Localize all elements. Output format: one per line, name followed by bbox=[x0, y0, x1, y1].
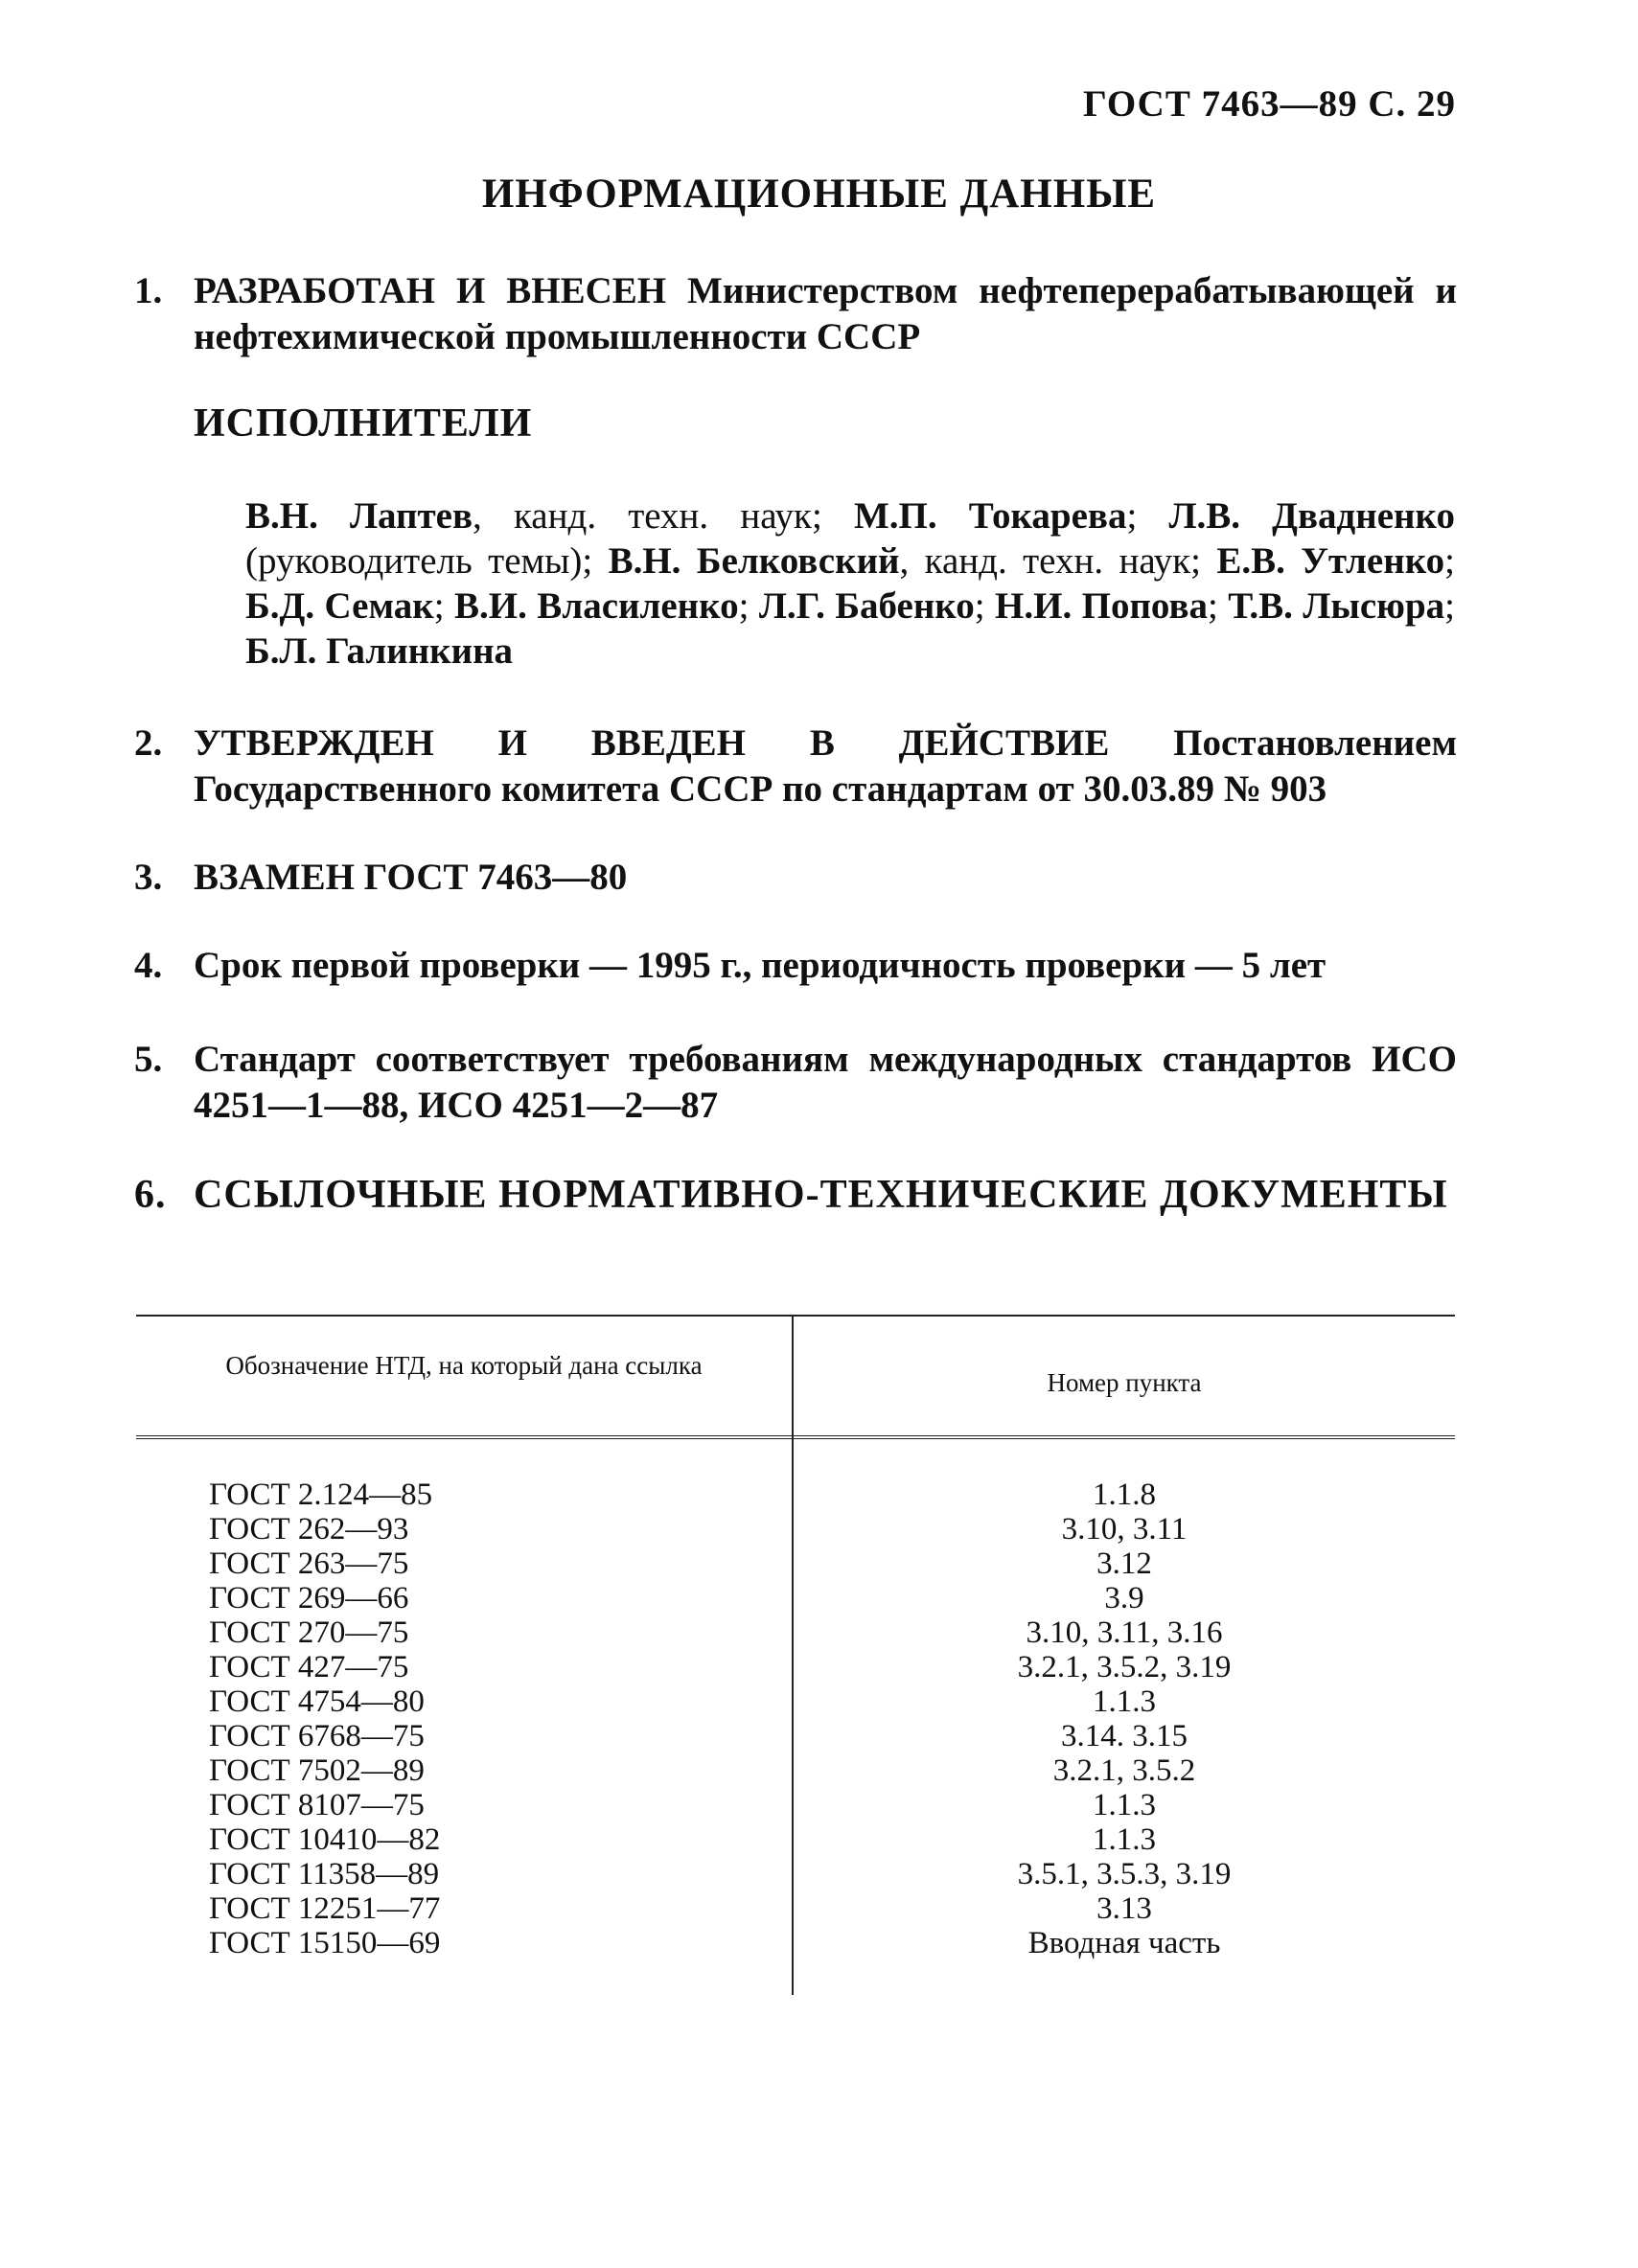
table-cell-doc: ГОСТ 262—93 bbox=[209, 1512, 409, 1546]
executor-role: ; bbox=[1444, 585, 1455, 627]
executor-role: , канд. техн. наук; bbox=[899, 540, 1217, 582]
item-text bbox=[194, 1171, 1457, 1219]
table-cell-clause: 3.2.1, 3.5.2 bbox=[1052, 1753, 1196, 1788]
table-cell-clause: 3.9 bbox=[1104, 1581, 1144, 1615]
table-header-clause: Номер пункта bbox=[1047, 1368, 1202, 1397]
table-cell-clause: 3.12 bbox=[1096, 1546, 1152, 1581]
table-cell-clause: 3.10, 3.11, 3.16 bbox=[1026, 1615, 1223, 1650]
executor-name: В.Н. Лаптев bbox=[245, 495, 473, 537]
item-lead: ВЗАМЕН ГОСТ 7463—80 bbox=[194, 857, 628, 898]
table-body bbox=[136, 1478, 1455, 1960]
table-cell-doc: ГОСТ 2.124—85 bbox=[209, 1478, 433, 1512]
item-number: 3. bbox=[134, 857, 163, 898]
table-row bbox=[136, 1857, 1455, 1891]
table-row bbox=[136, 1788, 1455, 1822]
executor-name: Б.Д. Семак bbox=[245, 585, 434, 627]
executor-name: Л.В. Двадненко bbox=[1168, 495, 1455, 537]
item-text bbox=[194, 855, 1457, 901]
table-row bbox=[136, 1615, 1455, 1650]
executors-heading: ИСПОЛНИТЕЛИ bbox=[194, 401, 533, 446]
table-row bbox=[136, 1753, 1455, 1788]
table-row bbox=[136, 1512, 1455, 1546]
table-cell-clause: 1.1.3 bbox=[1093, 1822, 1156, 1857]
table-row bbox=[136, 1684, 1455, 1719]
table-cell-clause: 3.10, 3.11 bbox=[1061, 1512, 1188, 1546]
table-cell-clause: Вводная часть bbox=[1027, 1926, 1221, 1960]
item-body: Постановлением Государственного комитета СССР по стандартам от 30.03.89 № 903 bbox=[194, 722, 1458, 810]
item-body: Срок первой проверки — 1995 г., периодичность проверки — 5 лет bbox=[194, 945, 1327, 986]
executor-role: (руководитель темы); bbox=[245, 540, 609, 582]
table-cell-clause: 3.14. 3.15 bbox=[1061, 1719, 1188, 1753]
table-cell-clause: 1.1.3 bbox=[1093, 1684, 1156, 1719]
item-text bbox=[194, 943, 1457, 989]
reference-table bbox=[136, 1315, 1455, 1995]
executor-role: ; bbox=[1126, 495, 1169, 537]
item-6 bbox=[134, 1171, 1457, 1219]
table-cell-doc: ГОСТ 11358—89 bbox=[209, 1857, 440, 1891]
executor-name: Н.И. Попова bbox=[995, 585, 1209, 627]
table-cell-doc: ГОСТ 427—75 bbox=[209, 1650, 409, 1684]
executor-role: ; bbox=[738, 585, 759, 627]
item-text bbox=[194, 1037, 1457, 1129]
table-cell-clause: 3.2.1, 3.5.2, 3.19 bbox=[1017, 1650, 1232, 1684]
executor-name: В.И. Власиленко bbox=[454, 585, 739, 627]
table-cell-doc: ГОСТ 263—75 bbox=[209, 1546, 409, 1581]
table-cell-doc: ГОСТ 7502—89 bbox=[209, 1753, 425, 1788]
table-row bbox=[136, 1581, 1455, 1615]
table-cell-doc: ГОСТ 269—66 bbox=[209, 1581, 409, 1615]
executor-role: ; bbox=[1208, 585, 1229, 627]
item-1 bbox=[134, 268, 1457, 360]
table-cell-doc: ГОСТ 15150—69 bbox=[209, 1926, 441, 1960]
table-cell-clause: 3.5.1, 3.5.3, 3.19 bbox=[1017, 1857, 1232, 1891]
item-5 bbox=[134, 1037, 1457, 1129]
item-lead: ССЫЛОЧНЫЕ НОРМАТИВНО-ТЕХНИЧЕСКИЕ ДОКУМЕНТЫ bbox=[194, 1173, 1448, 1217]
table-cell-doc: ГОСТ 4754—80 bbox=[209, 1684, 425, 1719]
item-body: Министерством нефтеперерабатывающей и нефтехимической промышленности СССР bbox=[194, 270, 1458, 357]
table-cell-doc: ГОСТ 10410—82 bbox=[209, 1822, 441, 1857]
item-text bbox=[194, 268, 1457, 360]
table-header-document: Обозначение НТД, на который дана ссылка bbox=[225, 1351, 703, 1380]
page-title: ИНФОРМАЦИОННЫЕ ДАННЫЕ bbox=[481, 172, 1157, 217]
item-lead: УТВЕРЖДЕН И ВВЕДЕН В ДЕЙСТВИЕ bbox=[194, 722, 1110, 764]
table-row bbox=[136, 1822, 1455, 1857]
table-cell-doc: ГОСТ 6768—75 bbox=[209, 1719, 425, 1753]
table-header-rule bbox=[136, 1435, 1455, 1439]
item-2 bbox=[134, 721, 1457, 813]
executor-role: ; bbox=[974, 585, 996, 627]
item-number: 4. bbox=[134, 945, 163, 986]
table-cell-doc: ГОСТ 270—75 bbox=[209, 1615, 409, 1650]
executor-name: В.Н. Белковский bbox=[608, 540, 900, 582]
executor-role: ; bbox=[433, 585, 455, 627]
table-cell-clause: 1.1.8 bbox=[1093, 1478, 1156, 1512]
table-cell-doc: ГОСТ 12251—77 bbox=[209, 1891, 441, 1926]
table-row bbox=[136, 1650, 1455, 1684]
table-row bbox=[136, 1719, 1455, 1753]
table-cell-clause: 3.13 bbox=[1096, 1891, 1152, 1926]
executor-name: М.П. Токарева bbox=[853, 495, 1127, 537]
executor-role: ; bbox=[1444, 540, 1455, 582]
executor-name: Л.Г. Бабенко bbox=[758, 585, 975, 627]
item-number: 2. bbox=[134, 722, 163, 764]
item-number: 6. bbox=[134, 1173, 167, 1217]
table-row bbox=[136, 1891, 1455, 1926]
table-row bbox=[136, 1478, 1455, 1512]
item-number: 1. bbox=[134, 270, 163, 311]
item-body: Стандарт соответствует требованиям международных стандартов ИСО 4251—1—88, ИСО 4251—2—87 bbox=[194, 1039, 1457, 1126]
table-row bbox=[136, 1926, 1455, 1960]
executor-name: Т.В. Лысюра bbox=[1228, 585, 1445, 627]
executor-role: , канд. техн. наук; bbox=[473, 495, 854, 537]
item-lead: РАЗРАБОТАН И ВНЕСЕН bbox=[194, 270, 667, 311]
page-number-header: ГОСТ 7463—89 С. 29 bbox=[1083, 83, 1456, 125]
item-text bbox=[194, 721, 1457, 813]
executor-name: Е.В. Утленко bbox=[1216, 540, 1445, 582]
table-row bbox=[136, 1546, 1455, 1581]
item-number: 5. bbox=[134, 1039, 163, 1080]
executors-list bbox=[245, 493, 1455, 674]
item-4 bbox=[134, 943, 1457, 989]
executor-name: Б.Л. Галинкина bbox=[245, 630, 514, 672]
table-top-rule bbox=[136, 1315, 1455, 1317]
table-cell-clause: 1.1.3 bbox=[1093, 1788, 1156, 1822]
item-3 bbox=[134, 855, 1457, 901]
table-cell-doc: ГОСТ 8107—75 bbox=[209, 1788, 425, 1822]
